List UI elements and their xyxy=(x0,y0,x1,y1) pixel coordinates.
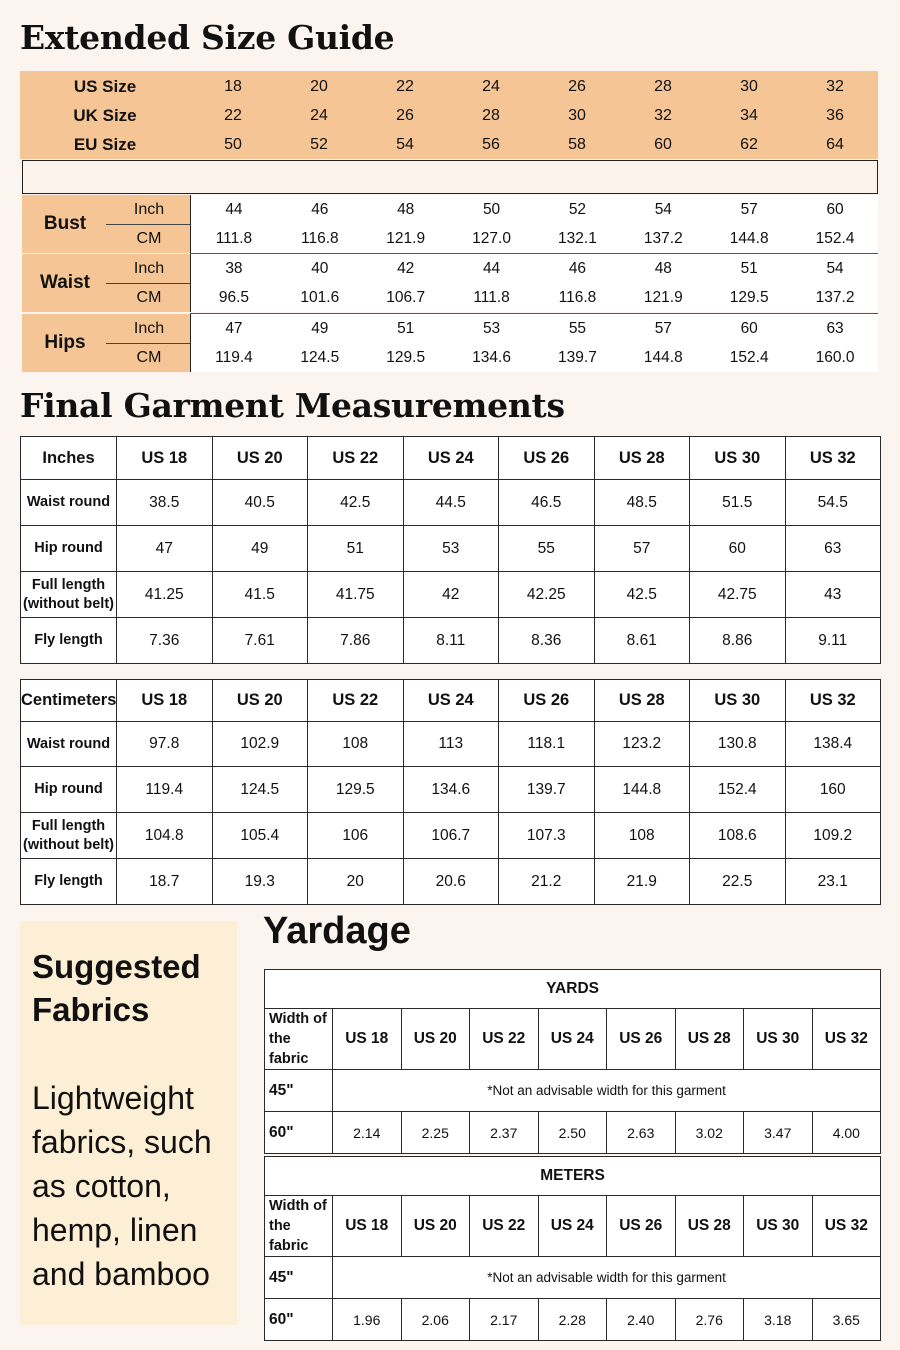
row-label-line1: Waist round xyxy=(26,494,111,510)
value-cell: 2.06 xyxy=(401,1299,470,1341)
value-cell: 1.96 xyxy=(333,1299,402,1341)
value-cell: 104.8 xyxy=(117,813,213,859)
cm-row xyxy=(191,224,878,253)
value-cell: 38 xyxy=(225,259,243,277)
value-cell: 43 xyxy=(785,572,881,618)
value-cell: 152.4 xyxy=(729,348,769,366)
value-cell: 46 xyxy=(568,259,587,277)
value-cell: 54 xyxy=(826,259,844,277)
corner-line1: Width of xyxy=(269,1011,327,1027)
value-cell: 52 xyxy=(568,200,587,218)
row-label: EU Size xyxy=(73,134,137,154)
value-cell: 22.5 xyxy=(690,859,786,905)
value-cell: 57 xyxy=(740,200,758,218)
size-guide xyxy=(20,71,878,374)
table-row xyxy=(21,572,881,618)
table-header-row xyxy=(265,1009,881,1070)
row-label-line1: Full length xyxy=(31,817,106,834)
value-cell: 21.9 xyxy=(594,859,690,905)
meters-table xyxy=(264,1156,881,1341)
row-label-line1: Full length xyxy=(31,576,106,593)
size-guide-title: Extended Size Guide xyxy=(20,18,395,57)
hips-group xyxy=(20,314,878,372)
value-cell: 23.1 xyxy=(785,859,881,905)
value-cell: 60 xyxy=(826,200,844,218)
size-cell: 22 xyxy=(224,106,242,124)
unit-inch: Inch xyxy=(133,259,165,277)
suggested-fabrics-box xyxy=(20,921,237,1325)
table-row xyxy=(265,1299,881,1341)
size-cells xyxy=(190,107,878,125)
size-header: US 28 xyxy=(675,1196,744,1257)
unit-cm: CM xyxy=(136,348,162,366)
value-cell: 144.8 xyxy=(643,348,683,366)
size-header: US 30 xyxy=(744,1196,813,1257)
value-cell: 48 xyxy=(397,200,415,218)
value-cell: 108 xyxy=(594,813,690,859)
bust-group xyxy=(20,195,878,253)
value-cell: 101.6 xyxy=(300,288,340,306)
value-cell: 7.36 xyxy=(117,618,213,664)
width-label: 45" xyxy=(265,1257,333,1299)
size-cell: 22 xyxy=(396,77,414,95)
value-cell: 107.3 xyxy=(499,813,595,859)
size-header: US 18 xyxy=(333,1009,402,1070)
table-row xyxy=(265,1257,881,1299)
size-cell: 20 xyxy=(310,77,328,95)
final-measurements-title: Final Garment Measurements xyxy=(20,386,565,425)
value-cell: 108.6 xyxy=(690,813,786,859)
table-row xyxy=(265,1112,881,1154)
value-cell: 53 xyxy=(482,319,501,337)
inch-row xyxy=(191,254,878,283)
row-label-line1: Hip round xyxy=(34,540,103,556)
size-cell: 62 xyxy=(740,135,758,153)
size-cell: 30 xyxy=(568,106,586,124)
table-row xyxy=(265,1070,881,1112)
unit-cm: CM xyxy=(136,229,162,247)
waist-group xyxy=(20,254,878,312)
size-cell: 26 xyxy=(568,77,586,95)
size-header: US 20 xyxy=(212,437,308,480)
value-cell: 51 xyxy=(397,319,415,337)
value-cell: 121.9 xyxy=(643,288,683,306)
row-label-line2: (without belt) xyxy=(22,595,114,612)
size-cell: 54 xyxy=(396,135,414,153)
value-cell: 137.2 xyxy=(815,288,855,306)
size-header: US 26 xyxy=(607,1196,676,1257)
value-cell: 119.4 xyxy=(215,348,253,366)
value-cell: 41.5 xyxy=(212,572,308,618)
value-cell: 8.86 xyxy=(690,618,786,664)
value-cell: 7.86 xyxy=(308,618,404,664)
inches-table xyxy=(20,436,881,664)
value-cell: 44 xyxy=(482,259,501,277)
value-cell: 105.4 xyxy=(212,813,308,859)
value-cell: 40 xyxy=(311,259,329,277)
value-cell: 2.17 xyxy=(470,1299,539,1341)
measure-name: Waist xyxy=(40,272,90,293)
value-cell: 42.5 xyxy=(308,480,404,526)
value-cell: 46 xyxy=(311,200,329,218)
value-cell: 102.9 xyxy=(212,722,308,767)
corner-cell xyxy=(265,1196,333,1257)
value-cell: 116.8 xyxy=(300,229,339,247)
row-label-line1: Fly length xyxy=(34,873,103,889)
us-size-row xyxy=(20,72,878,101)
row-label-line2: (without belt) xyxy=(22,836,114,853)
value-cell: 18.7 xyxy=(117,859,213,905)
value-cell: 8.36 xyxy=(499,618,595,664)
table-header-row xyxy=(21,437,881,480)
value-cell: 20.6 xyxy=(403,859,499,905)
table-header-row xyxy=(265,1196,881,1257)
value-cell: 38.5 xyxy=(117,480,213,526)
bust-values xyxy=(190,195,878,253)
value-cell: 106 xyxy=(308,813,404,859)
row-label-line1: Hip round xyxy=(34,781,103,797)
size-cell: 24 xyxy=(482,77,500,95)
size-header: US 30 xyxy=(690,437,786,480)
table-row xyxy=(21,813,881,859)
size-cell: 50 xyxy=(224,135,242,153)
value-cell: 127.0 xyxy=(472,229,511,247)
value-cell: 57 xyxy=(654,319,672,337)
inch-row xyxy=(191,314,878,343)
value-cell: 7.61 xyxy=(212,618,308,664)
table-row xyxy=(21,859,881,905)
corner-cell: Centimeters xyxy=(21,680,117,722)
size-header: US 30 xyxy=(744,1009,813,1070)
width-label: 60" xyxy=(265,1112,333,1154)
size-cells xyxy=(190,136,878,154)
value-cell: 134.6 xyxy=(472,348,511,366)
value-cell: 8.61 xyxy=(594,618,690,664)
bust-label-block xyxy=(22,195,190,253)
size-header: US 28 xyxy=(594,437,690,480)
corner-cell xyxy=(265,1009,333,1070)
unit-cm: CM xyxy=(136,288,162,306)
value-cell: 63 xyxy=(826,319,844,337)
value-cell: 160.0 xyxy=(815,348,855,366)
width-label: 60" xyxy=(265,1299,333,1341)
value-cell: 49 xyxy=(311,319,329,337)
value-cell: 53 xyxy=(403,526,499,572)
size-header: US 24 xyxy=(538,1009,607,1070)
size-header: US 18 xyxy=(117,437,213,480)
size-cell: 52 xyxy=(310,135,328,153)
size-header: US 32 xyxy=(812,1009,881,1070)
value-cell: 2.76 xyxy=(675,1299,744,1341)
corner-line2: the fabric xyxy=(269,1031,309,1067)
size-cell: 26 xyxy=(396,106,414,124)
size-cell: 56 xyxy=(482,135,500,153)
value-cell: 144.8 xyxy=(594,767,690,813)
row-label xyxy=(21,722,117,767)
row-label xyxy=(21,480,117,526)
size-header: US 22 xyxy=(308,437,404,480)
value-cell: 132.1 xyxy=(558,229,597,247)
corner-cell: Inches xyxy=(21,437,117,480)
size-conversion-header xyxy=(20,71,878,159)
table-row xyxy=(21,767,881,813)
value-cell: 40.5 xyxy=(212,480,308,526)
table-row xyxy=(21,526,881,572)
fabrics-title: Suggested Fabrics xyxy=(32,948,201,1028)
row-label: US Size xyxy=(73,76,137,96)
value-cell: 152.4 xyxy=(815,229,855,247)
value-cell: 97.8 xyxy=(117,722,213,767)
size-cell: 32 xyxy=(654,106,672,124)
value-cell: 2.63 xyxy=(607,1112,676,1154)
value-cell: 2.14 xyxy=(333,1112,402,1154)
centimeters-table xyxy=(20,679,881,905)
value-cell: 8.11 xyxy=(403,618,499,664)
row-label xyxy=(21,572,117,618)
advisory-note: *Not an advisable width for this garment xyxy=(333,1070,881,1112)
value-cell: 41.75 xyxy=(308,572,404,618)
row-label-line1: Fly length xyxy=(34,632,103,648)
value-cell: 130.8 xyxy=(690,722,786,767)
value-cell: 111.8 xyxy=(473,288,510,306)
size-cell: 24 xyxy=(310,106,328,124)
value-cell: 42.25 xyxy=(499,572,595,618)
value-cell: 54.5 xyxy=(785,480,881,526)
value-cell: 134.6 xyxy=(403,767,499,813)
table-row xyxy=(21,618,881,664)
value-cell: 139.7 xyxy=(499,767,595,813)
value-cell: 50 xyxy=(482,200,501,218)
value-cell: 2.37 xyxy=(470,1112,539,1154)
size-header: US 24 xyxy=(403,437,499,480)
table-title-row xyxy=(265,970,881,1009)
size-cell: 36 xyxy=(826,106,844,124)
value-cell: 51 xyxy=(308,526,404,572)
row-label xyxy=(21,859,117,905)
value-cell: 2.50 xyxy=(538,1112,607,1154)
corner-line1: Width of xyxy=(269,1198,327,1214)
cm-row xyxy=(191,283,878,312)
fabrics-description: Lightweight fabrics, such as cotton, hemp, linen and bamboo xyxy=(32,1080,212,1292)
value-cell: 129.5 xyxy=(729,288,769,306)
row-label xyxy=(21,618,117,664)
value-cell: 113 xyxy=(403,722,499,767)
size-header: US 20 xyxy=(401,1009,470,1070)
value-cell: 3.02 xyxy=(675,1112,744,1154)
value-cell: 2.25 xyxy=(401,1112,470,1154)
value-cell: 124.5 xyxy=(212,767,308,813)
size-cell: 28 xyxy=(482,106,500,124)
size-header: US 28 xyxy=(675,1009,744,1070)
size-header: US 30 xyxy=(690,680,786,722)
spacer-box xyxy=(22,160,878,194)
size-cell: 30 xyxy=(740,77,758,95)
value-cell: 96.5 xyxy=(218,288,250,306)
size-header: US 22 xyxy=(470,1196,539,1257)
value-cell: 124.5 xyxy=(300,348,340,366)
table-row xyxy=(21,480,881,526)
row-label xyxy=(21,767,117,813)
value-cell: 42.75 xyxy=(690,572,786,618)
measure-name: Hips xyxy=(44,332,86,353)
value-cell: 109.2 xyxy=(785,813,881,859)
unit-inch: Inch xyxy=(133,200,165,218)
size-cells xyxy=(190,78,878,96)
value-cell: 55 xyxy=(499,526,595,572)
value-cell: 47 xyxy=(225,319,243,337)
value-cell: 129.5 xyxy=(308,767,404,813)
value-cell: 49 xyxy=(212,526,308,572)
value-cell: 19.3 xyxy=(212,859,308,905)
table-row xyxy=(21,722,881,767)
value-cell: 60 xyxy=(740,319,758,337)
value-cell: 51 xyxy=(740,259,758,277)
value-cell: 51.5 xyxy=(690,480,786,526)
value-cell: 106.7 xyxy=(386,288,426,306)
inch-row xyxy=(191,195,878,224)
value-cell: 44.5 xyxy=(403,480,499,526)
waist-label-block xyxy=(22,254,190,312)
value-cell: 111.8 xyxy=(215,229,253,247)
size-header: US 18 xyxy=(333,1196,402,1257)
value-cell: 63 xyxy=(785,526,881,572)
size-header: US 26 xyxy=(607,1009,676,1070)
value-cell: 3.65 xyxy=(812,1299,881,1341)
measure-name: Bust xyxy=(43,213,87,234)
value-cell: 4.00 xyxy=(812,1112,881,1154)
value-cell: 116.8 xyxy=(558,288,597,306)
size-header: US 20 xyxy=(212,680,308,722)
size-header: US 32 xyxy=(785,437,881,480)
value-cell: 3.18 xyxy=(744,1299,813,1341)
value-cell: 2.28 xyxy=(538,1299,607,1341)
hips-values xyxy=(190,314,878,372)
size-header: US 32 xyxy=(785,680,881,722)
size-header: US 24 xyxy=(403,680,499,722)
eu-size-row xyxy=(20,130,878,159)
value-cell: 54 xyxy=(654,200,672,218)
value-cell: 55 xyxy=(568,319,587,337)
value-cell: 20 xyxy=(308,859,404,905)
value-cell: 119.4 xyxy=(117,767,213,813)
value-cell: 48 xyxy=(654,259,672,277)
value-cell: 48.5 xyxy=(594,480,690,526)
table-title: METERS xyxy=(265,1157,881,1196)
value-cell: 2.40 xyxy=(607,1299,676,1341)
value-cell: 121.9 xyxy=(386,229,426,247)
value-cell: 44 xyxy=(225,200,243,218)
value-cell: 42 xyxy=(397,259,415,277)
size-header: US 24 xyxy=(538,1196,607,1257)
value-cell: 139.7 xyxy=(558,348,597,366)
value-cell: 106.7 xyxy=(403,813,499,859)
value-cell: 21.2 xyxy=(499,859,595,905)
row-label xyxy=(21,813,117,859)
value-cell: 47 xyxy=(117,526,213,572)
value-cell: 46.5 xyxy=(499,480,595,526)
row-label xyxy=(21,526,117,572)
uk-size-row xyxy=(20,101,878,130)
waist-values xyxy=(190,254,878,312)
size-cell: 18 xyxy=(224,77,242,95)
value-cell: 3.47 xyxy=(744,1112,813,1154)
row-label: UK Size xyxy=(73,105,137,125)
value-cell: 41.25 xyxy=(117,572,213,618)
advisory-note: *Not an advisable width for this garment xyxy=(333,1257,881,1299)
size-header: US 22 xyxy=(308,680,404,722)
unit-inch: Inch xyxy=(133,319,165,337)
value-cell: 138.4 xyxy=(785,722,881,767)
value-cell: 60 xyxy=(690,526,786,572)
value-cell: 137.2 xyxy=(643,229,683,247)
size-cell: 60 xyxy=(654,135,672,153)
value-cell: 118.1 xyxy=(499,722,595,767)
size-header: US 26 xyxy=(499,437,595,480)
hips-label-block xyxy=(22,314,190,372)
width-label: 45" xyxy=(265,1070,333,1112)
size-header: US 32 xyxy=(812,1196,881,1257)
value-cell: 9.11 xyxy=(785,618,881,664)
table-title: YARDS xyxy=(265,970,881,1009)
size-cell: 34 xyxy=(740,106,758,124)
size-header: US 20 xyxy=(401,1196,470,1257)
size-cell: 64 xyxy=(826,135,844,153)
value-cell: 144.8 xyxy=(729,229,769,247)
table-title-row xyxy=(265,1157,881,1196)
size-cell: 58 xyxy=(568,135,586,153)
value-cell: 57 xyxy=(594,526,690,572)
value-cell: 42 xyxy=(403,572,499,618)
yardage-title: Yardage xyxy=(263,910,411,952)
size-header: US 18 xyxy=(117,680,213,722)
size-cell: 28 xyxy=(654,77,672,95)
size-header: US 22 xyxy=(470,1009,539,1070)
size-header: US 28 xyxy=(594,680,690,722)
cm-row xyxy=(191,343,878,372)
yards-table xyxy=(264,969,881,1154)
value-cell: 108 xyxy=(308,722,404,767)
value-cell: 123.2 xyxy=(594,722,690,767)
corner-line2: the fabric xyxy=(269,1218,309,1254)
size-cell: 32 xyxy=(826,77,844,95)
value-cell: 152.4 xyxy=(690,767,786,813)
value-cell: 129.5 xyxy=(386,348,426,366)
value-cell: 42.5 xyxy=(594,572,690,618)
size-header: US 26 xyxy=(499,680,595,722)
table-header-row xyxy=(21,680,881,722)
value-cell: 160 xyxy=(785,767,881,813)
row-label-line1: Waist round xyxy=(26,735,111,752)
